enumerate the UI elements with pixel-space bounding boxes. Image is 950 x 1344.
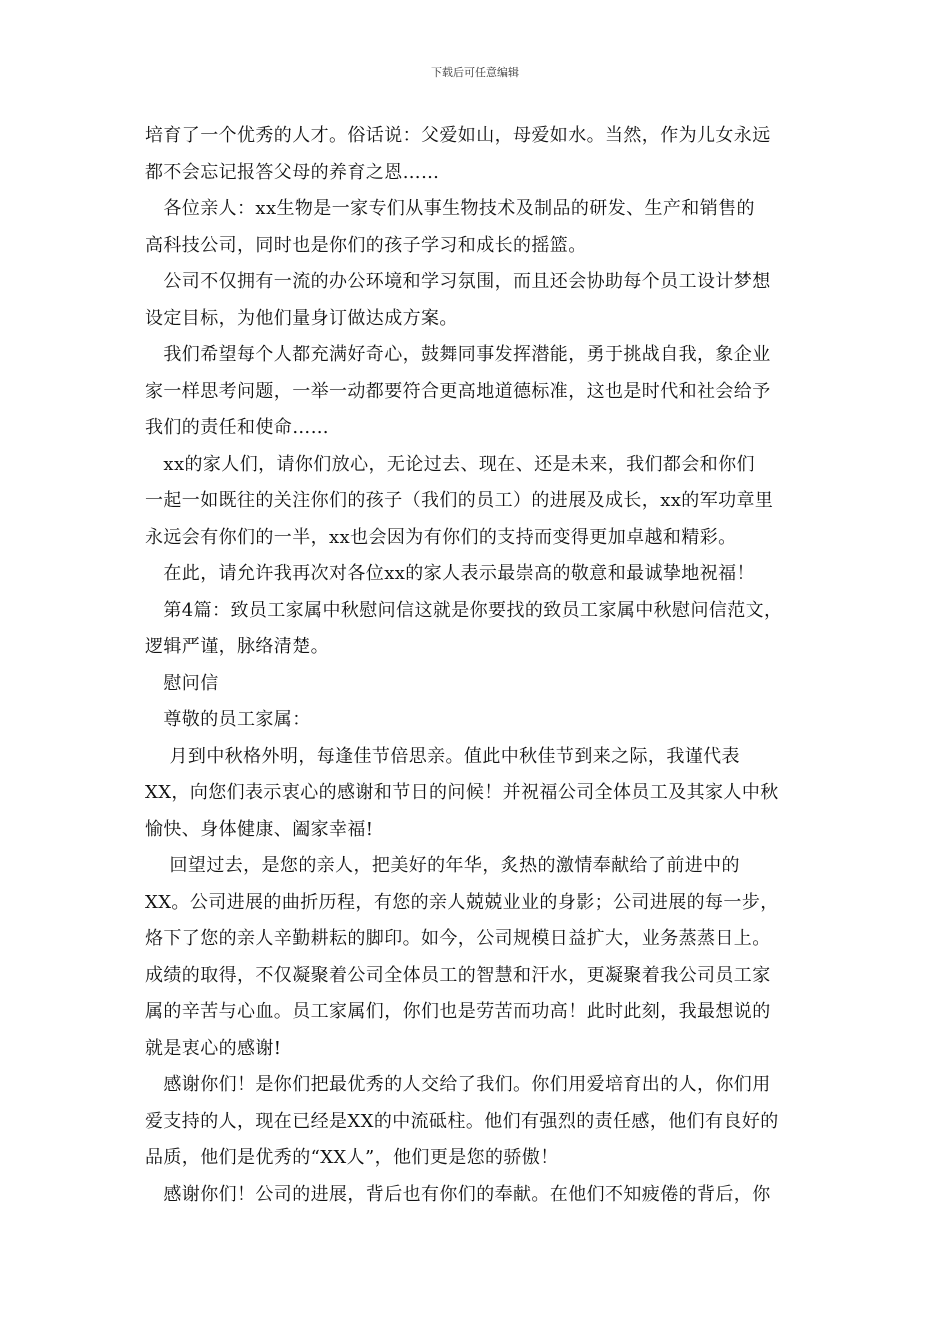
paragraph: [145, 593, 815, 666]
text-line: 月到中秋格外明，每逢佳节倍思亲。值此中秋佳节到来之际，我谨代表: [145, 745, 740, 767]
paragraph: [145, 848, 815, 1067]
text-line: 感谢你们！是你们把最优秀的人交给了我们。你们用爱培育出的人，你们用: [145, 1074, 771, 1095]
text-line: 尊敬的员工家属：: [145, 709, 311, 730]
paragraph: [145, 1067, 815, 1177]
paragraph: [145, 556, 815, 593]
text-line: 我们的责任和使命……: [145, 417, 329, 438]
page-header: 下载后可任意编辑: [431, 66, 519, 79]
paragraph: [145, 264, 815, 337]
text-line: 回望过去，是您的亲人，把美好的年华，炙热的激情奉献给了前进中的: [145, 855, 740, 876]
text-line: 都不会忘记报答父母的养育之恩……: [145, 161, 440, 183]
paragraph: [145, 739, 815, 849]
text-line: 家一样思考问题，一举一动都要符合更高地道德标准，这也是时代和社会给予: [145, 380, 771, 402]
document-body: [145, 118, 815, 1213]
paragraph: [145, 702, 815, 739]
text-line: XX，向您们表示衷心的感谢和节日的问候！并祝福公司全体员工及其家人中秋: [145, 782, 779, 803]
text-line: 在此，请允许我再次对各位xx的家人表示最崇高的敬意和最诚挚地祝福！: [145, 563, 755, 584]
text-line: XX。公司进展的曲折历程，有您的亲人兢兢业业的身影；公司进展的每一步，: [145, 891, 779, 913]
text-line: 各位亲人：xx生物是一家专们从事生物技术及制品的研发、生产和销售的: [145, 198, 755, 219]
text-line: 永远会有你们的一半，xx也会因为有你们的支持而变得更加卓越和精彩。: [145, 526, 737, 548]
paragraph: [145, 118, 815, 191]
text-line: 愉快、身体健康、阖家幸福!: [145, 818, 374, 840]
text-line: 感谢你们！公司的进展，背后也有你们的奉献。在他们不知疲倦的背后，你: [145, 1183, 771, 1205]
paragraph: [145, 447, 815, 557]
paragraph: [145, 337, 815, 447]
text-line: 高科技公司，同时也是你们的孩子学习和成长的摇篮。: [145, 234, 587, 256]
text-line: 设定目标，为他们量身订做达成方案。: [145, 307, 458, 329]
text-line: 一起一如既往的关注你们的孩子（我们的员工）的进展及成长，xx的军功章里: [145, 490, 774, 511]
text-line: 慰问信: [145, 672, 219, 694]
paragraph: [145, 666, 815, 703]
text-line: 公司不仅拥有一流的办公环境和学习氛围，而且还会协助每个员工设计梦想: [145, 271, 771, 292]
paragraph: [145, 1177, 815, 1214]
text-line: 逻辑严谨，脉络清楚。: [145, 636, 329, 657]
text-line: xx的家人们，请你们放心，无论过去、现在、还是未来，我们都会和你们: [145, 453, 755, 475]
text-line: 爱支持的人，现在已经是XX的中流砥柱。他们有强烈的责任感，他们有良好的: [145, 1110, 779, 1132]
text-line: 属的辛苦与心血。员工家属们，你们也是劳苦而功高！此时此刻，我最想说的: [145, 1001, 771, 1022]
text-line: 品质，他们是优秀的“XX人”，他们更是您的骄傲！: [145, 1147, 559, 1168]
text-line: 烙下了您的亲人辛勤耕耘的脚印。如今，公司规模日益扩大，业务蒸蒸日上。: [145, 928, 771, 949]
text-line: 第4篇：致员工家属中秋慰问信这就是你要找的致员工家属中秋慰问信范文，: [145, 599, 783, 621]
text-line: 成绩的取得，不仅凝聚着公司全体员工的智慧和汗水，更凝聚着我公司员工家: [145, 964, 771, 986]
text-line: 培育了一个优秀的人才。俗话说：父爱如山，母爱如水。当然，作为儿女永远: [145, 125, 771, 146]
text-line: 就是衷心的感谢!: [145, 1037, 282, 1059]
paragraph: [145, 191, 815, 264]
text-line: 我们希望每个人都充满好奇心，鼓舞同事发挥潜能，勇于挑战自我，象企业: [145, 344, 771, 365]
